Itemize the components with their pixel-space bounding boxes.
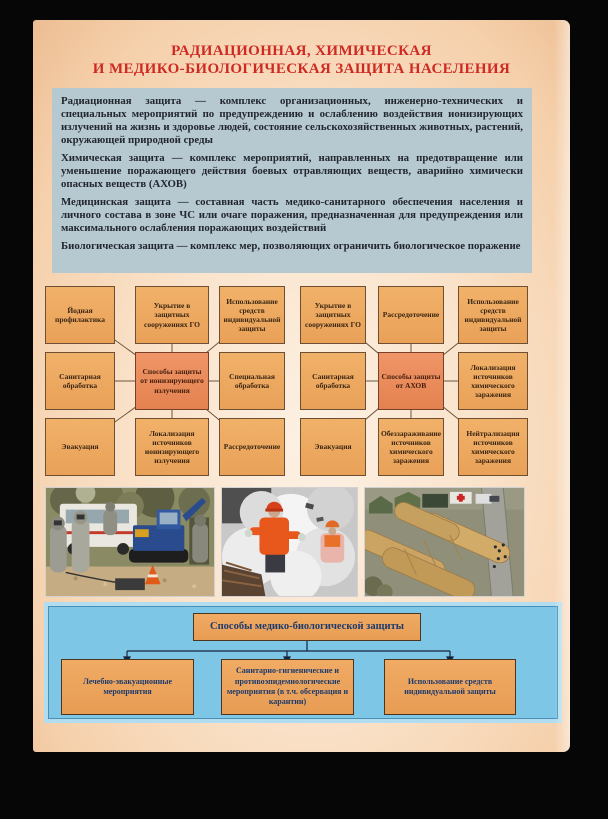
diagram-box: Эвакуация — [300, 418, 366, 476]
title-line-1: РАДИАЦИОННАЯ, ХИМИЧЕСКАЯ — [171, 43, 432, 59]
diagram-box: Использование средств индивидуальной защиты — [458, 286, 528, 344]
photo-rescuers-smoke — [221, 487, 358, 597]
diagram-box: Локализация источников ионизирующего излучения — [135, 418, 209, 476]
rescuers-smoke-illustration — [222, 488, 357, 596]
photo-hazmat-team — [45, 487, 215, 597]
diagram-box: Использование средств индивидуальной защиты — [219, 286, 285, 344]
definitions-block — [52, 88, 532, 273]
diagram-box: Рассредоточение — [378, 286, 444, 344]
definition-medical: Медицинская защита — составная часть медико-санитарного обеспечения населения и личного состава в зоне ЧС или очаге поражения, предназначенная для предупреждения или максимального ослабления поражающих воздействий — [61, 195, 523, 234]
hazmat-team-illustration — [46, 488, 214, 596]
page-edge-highlight — [554, 20, 570, 752]
bio-panel-title-box: Способы медико-биологической защиты — [193, 613, 421, 641]
bio-box-evacuation: Лечебно-эвакуационные мероприятия — [61, 659, 194, 715]
diagram-box: Укрытие в защитных сооружениях ГО — [135, 286, 209, 344]
poster — [33, 20, 570, 752]
diagram-center-box: Способы защиты от АХОВ — [378, 352, 444, 410]
bio-box-individual-protection: Использование средств индивидуальной защиты — [384, 659, 516, 715]
diagram-box: Санитарная обработка — [45, 352, 115, 410]
bio-protection-panel — [48, 606, 558, 719]
diagram-box: Йодная профилактика — [45, 286, 115, 344]
definition-chemical: Химическая защита — комплекс мероприятий, направленных на предотвращение или уменьшение поражающего действия боевых отравляющих веществ, аварийно химически опасных веществ (АХОВ) — [61, 151, 523, 190]
definition-biological: Биологическая защита — комплекс мер, позволяющих ограничить биологическое поражение — [61, 239, 521, 252]
field-camp-illustration — [365, 488, 524, 596]
diagram-box: Эвакуация — [45, 418, 115, 476]
photo-field-camp-aerial — [364, 487, 525, 597]
page-title — [33, 42, 570, 79]
bio-box-sanitary: Санитарно-гигиенические и противоэпидемиологические мероприятия (в т.ч. обсервация и карантин) — [221, 659, 354, 715]
title-line-2: И МЕДИКО-БИОЛОГИЧЕСКАЯ ЗАЩИТА НАСЕЛЕНИЯ — [92, 61, 511, 78]
radiation-protection-diagram — [45, 286, 290, 476]
diagram-box: Нейтрализация источников химического заражения — [458, 418, 528, 476]
diagram-box: Обеззараживание источников химического заражения — [378, 418, 444, 476]
diagram-box: Специальная обработка — [219, 352, 285, 410]
diagram-box: Укрытие в защитных сооружениях ГО — [300, 286, 366, 344]
definition-radiation: Радиационная защита — комплекс организационных, инженерно-технических и специальных мероприятий по предупреждению и ослаблению воздействия ионизирующих излучений на жизнь и здоровье людей, состояние сельскохозяйственных животных, растений, окружающей природной среды — [61, 95, 523, 146]
diagram-box: Санитарная обработка — [300, 352, 366, 410]
diagram-box: Рассредоточение — [219, 418, 285, 476]
chemical-protection-diagram — [300, 286, 530, 476]
diagram-center-box: Способы защиты от ионизирующего излучения — [135, 352, 209, 410]
diagram-box: Локализация источников химического заражения — [458, 352, 528, 410]
